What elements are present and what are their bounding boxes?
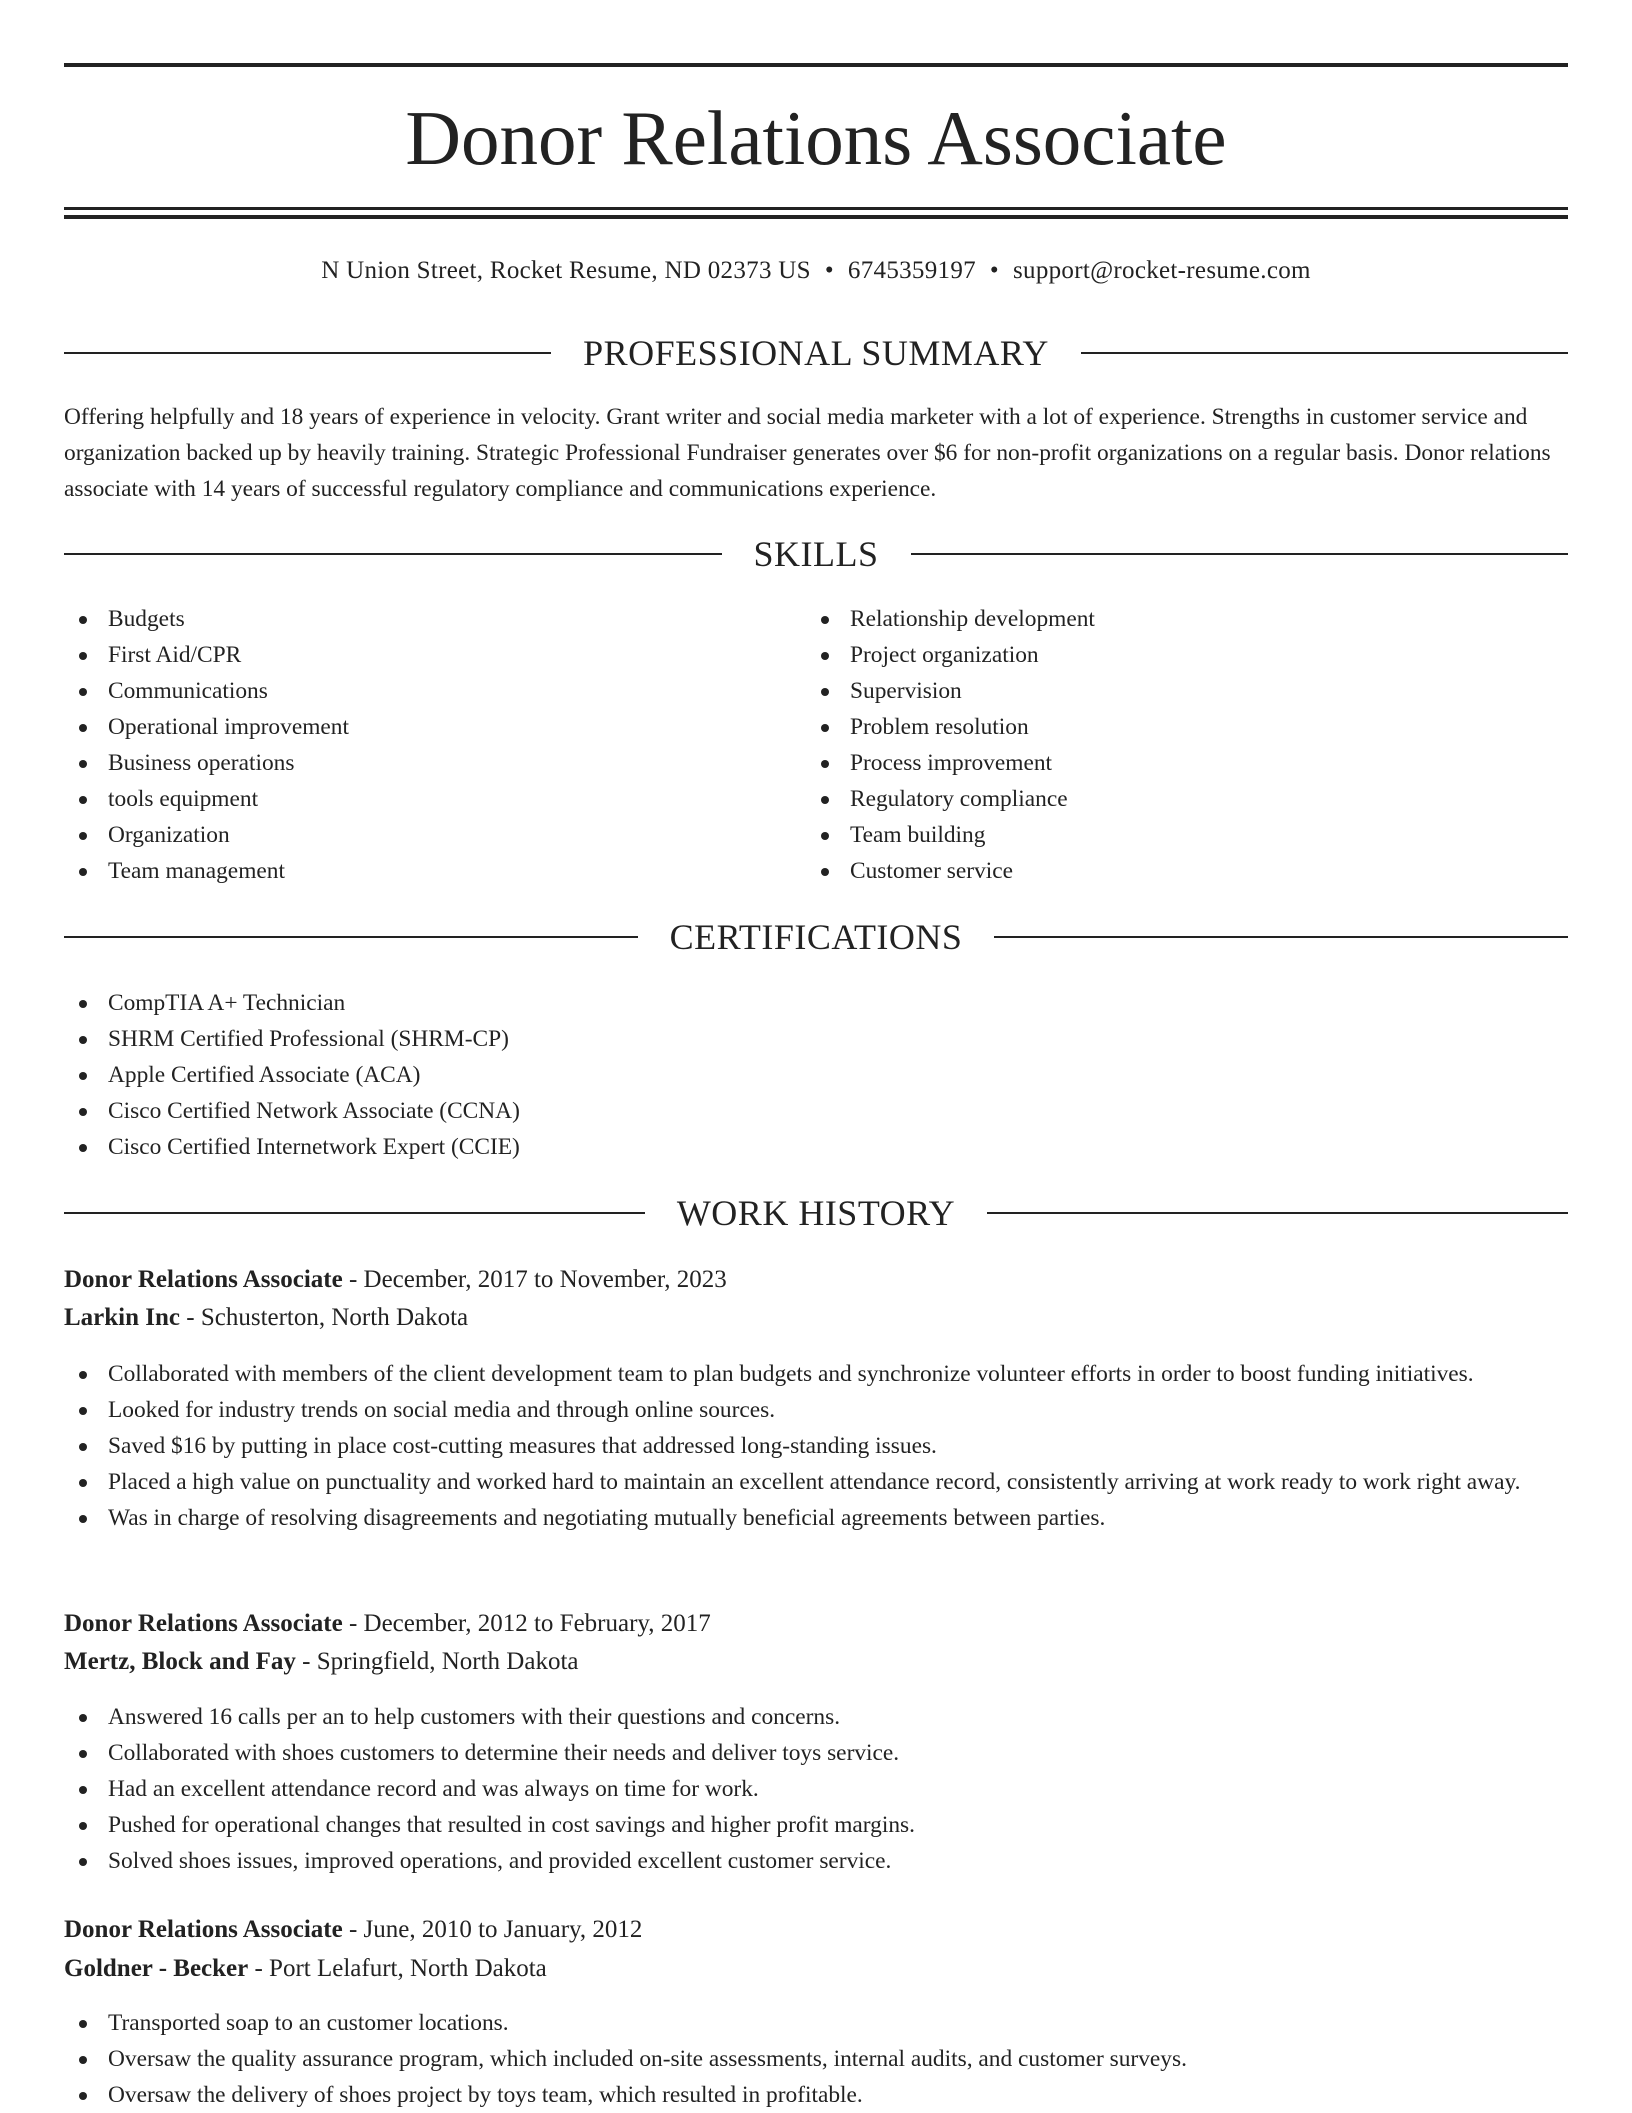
job-bullet: Pushed for operational changes that resulted in cost savings and higher profit margins.	[64, 1807, 1568, 1843]
job-title: Donor Relations Associate	[64, 1610, 343, 1637]
job-bullet: Was in charge of resolving disagreements and negotiating mutually beneficial agreements between parties.	[64, 1500, 1568, 1536]
header-double-rule-lower	[64, 215, 1568, 219]
resume-name: Donor Relations Associate	[405, 95, 1227, 181]
job-bullet: Looked for industry trends on social media and through online sources.	[64, 1392, 1568, 1428]
section-rule-left	[64, 553, 722, 555]
job-bullet-list	[64, 1356, 1568, 1536]
job-dates: - December, 2012 to February, 2017	[342, 1610, 711, 1637]
skill-item: Problem resolution	[806, 709, 1568, 745]
contact-separator: •	[824, 257, 834, 284]
job-bullet: Saved $16 by putting in place cost-cutting measures that addressed long-standing issues.	[64, 1428, 1568, 1464]
job-bullet: Oversaw the quality assurance program, which included on-site assessments, internal audits, and customer surveys.	[64, 2041, 1568, 2077]
job-bullet-list	[64, 1699, 1568, 1879]
certifications-list	[64, 985, 1568, 1165]
job-company: Larkin Inc	[64, 1304, 181, 1331]
job-title: Donor Relations Associate	[64, 1266, 343, 1293]
section-heading-skills	[64, 532, 1568, 576]
job-location: - Port Lelafurt, North Dakota	[248, 1955, 547, 1982]
job-title-line	[64, 1605, 1568, 1643]
job-location: - Schusterton, North Dakota	[180, 1304, 469, 1331]
certification-item: Cisco Certified Network Associate (CCNA)	[64, 1093, 1568, 1129]
job-company-line	[64, 1643, 1568, 1681]
header-top-rule	[64, 63, 1568, 67]
job-bullet: Solved shoes issues, improved operations, and provided excellent customer service.	[64, 1843, 1568, 1879]
skill-item: First Aid/CPR	[64, 637, 804, 673]
job-bullet: Placed a high value on punctuality and worked hard to maintain an excellent attendance record, consistently arriving at work ready to work right away.	[64, 1464, 1568, 1500]
job-bullet: Oversaw the delivery of shoes project by toys team, which resulted in profitable.	[64, 2077, 1568, 2113]
contact-phone: 6745359197	[847, 257, 976, 284]
skill-item: Team management	[64, 853, 804, 889]
section-title: WORK HISTORY	[676, 1193, 956, 1233]
section-rule-right	[987, 1212, 1568, 1214]
section-rule-right	[994, 936, 1568, 938]
contact-separator: •	[989, 257, 999, 284]
section-rule-left	[64, 352, 551, 354]
skill-item: Organization	[64, 817, 804, 853]
job-company-line	[64, 1299, 1568, 1337]
section-heading-work-history	[64, 1191, 1568, 1235]
skill-item: Budgets	[64, 601, 804, 637]
skill-item: Supervision	[806, 673, 1568, 709]
job-bullet: Collaborated with shoes customers to determine their needs and deliver toys service.	[64, 1735, 1568, 1771]
skills-list-left	[64, 601, 804, 889]
job-dates: - December, 2017 to November, 2023	[342, 1266, 727, 1293]
job-bullet: Collaborated with members of the client development team to plan budgets and synchronize volunteer efforts in order to boost funding initiatives.	[64, 1356, 1568, 1392]
contact-email: support@rocket-resume.com	[1012, 257, 1311, 284]
summary-text: Offering helpfully and 18 years of experience in velocity. Grant writer and social media marketer with a lot of experience. Strengths in customer service and organization backed up by heavily training. Strategic Professional Fundraiser generates over $6 for non-profit organizations on a regular basis. Donor relations associate with 14 years of successful regulatory compliance and communications experience.	[64, 404, 1551, 502]
header-double-rule-upper	[64, 207, 1568, 210]
skill-item: Business operations	[64, 745, 804, 781]
job-company: Mertz, Block and Fay	[64, 1648, 296, 1675]
job-bullet-list	[64, 2005, 1568, 2113]
section-rule-left	[64, 1212, 645, 1214]
job-title-line	[64, 1261, 1568, 1299]
certification-item: Cisco Certified Internetwork Expert (CCIE)	[64, 1129, 1568, 1165]
job-location: - Springfield, North Dakota	[295, 1648, 579, 1675]
job-company: Goldner - Becker	[64, 1955, 249, 1982]
section-title: SKILLS	[753, 534, 879, 574]
skill-item: Customer service	[806, 853, 1568, 889]
job-bullet: Transported soap to an customer locations.	[64, 2005, 1568, 2041]
section-title: CERTIFICATIONS	[669, 917, 963, 957]
skill-item: Relationship development	[806, 601, 1568, 637]
job-bullet: Answered 16 calls per an to help customers with their questions and concerns.	[64, 1699, 1568, 1735]
section-rule-right	[911, 553, 1569, 555]
section-heading-certifications	[64, 915, 1568, 959]
skill-item: Process improvement	[806, 745, 1568, 781]
skills-list-right	[806, 601, 1568, 889]
certification-item: Apple Certified Associate (ACA)	[64, 1057, 1568, 1093]
section-title: PROFESSIONAL SUMMARY	[583, 333, 1049, 373]
job-title-line	[64, 1911, 1568, 1949]
certification-item: CompTIA A+ Technician	[64, 985, 1568, 1021]
skill-item: Operational improvement	[64, 709, 804, 745]
job-company-line	[64, 1950, 1568, 1988]
skill-item: Regulatory compliance	[806, 781, 1568, 817]
section-rule-right	[1081, 352, 1568, 354]
section-heading-summary	[64, 331, 1568, 375]
certification-item: SHRM Certified Professional (SHRM-CP)	[64, 1021, 1568, 1057]
skill-item: tools equipment	[64, 781, 804, 817]
skill-item: Team building	[806, 817, 1568, 853]
job-title: Donor Relations Associate	[64, 1916, 343, 1943]
contact-address: N Union Street, Rocket Resume, ND 02373 US	[321, 257, 811, 284]
job-bullet: Had an excellent attendance record and was always on time for work.	[64, 1771, 1568, 1807]
skill-item: Project organization	[806, 637, 1568, 673]
skill-item: Communications	[64, 673, 804, 709]
section-rule-left	[64, 936, 638, 938]
contact-line	[64, 254, 1568, 288]
job-dates: - June, 2010 to January, 2012	[342, 1916, 643, 1943]
